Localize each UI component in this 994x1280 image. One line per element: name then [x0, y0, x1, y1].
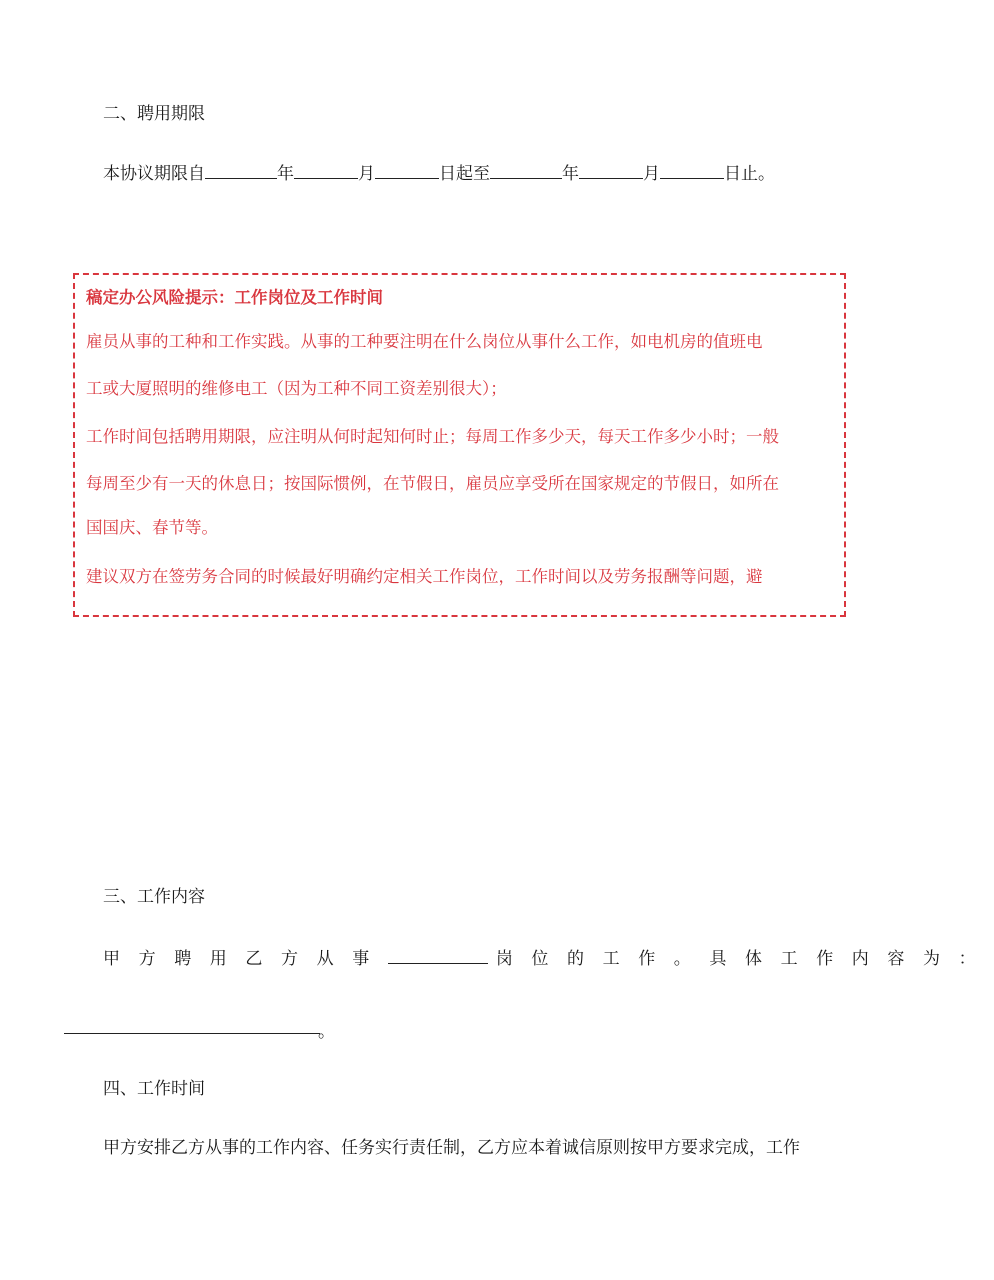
month-label-2: 月 [643, 164, 660, 184]
work-content-end: 。 [318, 1022, 335, 1042]
work-content-line [103, 946, 994, 971]
section-4-heading: 四、工作时间 [103, 1079, 205, 1099]
position-blank[interactable] [388, 946, 488, 964]
term-prefix: 本协议期限自 [103, 164, 205, 184]
month-label-1: 月 [358, 164, 375, 184]
risk-tip-line: 雇员从事的工种和工作实践。从事的工种要注明在什么岗位从事什么工作，如电机房的值班电 [86, 332, 763, 351]
risk-tip-title: 稿定办公风险提示：工作岗位及工作时间 [86, 288, 383, 307]
start-year-blank[interactable] [205, 161, 277, 179]
start-day-blank[interactable] [375, 161, 439, 179]
risk-tip-line: 国国庆、春节等。 [86, 518, 218, 537]
day-label-1: 日起至 [439, 164, 490, 184]
work-content-part2: 岗位的工作。具体工作内容为： [495, 949, 994, 969]
risk-tip-line: 建议双方在签劳务合同的时候最好明确约定相关工作岗位，工作时间以及劳务报酬等问题，避 [86, 567, 763, 586]
end-month-blank[interactable] [579, 161, 643, 179]
start-month-blank[interactable] [294, 161, 358, 179]
section-3-heading: 三、工作内容 [103, 887, 205, 907]
term-line [103, 161, 775, 186]
section-2-heading: 二、聘用期限 [103, 104, 205, 124]
end-year-blank[interactable] [490, 161, 562, 179]
risk-tip-line: 每周至少有一天的休息日；按国际惯例，在节假日，雇员应享受所在国家规定的节假日，如所在 [86, 474, 779, 493]
year-label-2: 年 [562, 164, 579, 184]
end-day-blank[interactable] [660, 161, 724, 179]
day-label-2: 日止。 [724, 164, 775, 184]
risk-tip-line: 工作时间包括聘用期限，应注明从何时起知何时止；每周工作多少天，每天工作多少小时；一般 [86, 427, 779, 446]
work-time-line: 甲方安排乙方从事的工作内容、任务实行责任制，乙方应本着诚信原则按甲方要求完成，工作 [103, 1138, 800, 1158]
work-content-blank[interactable] [64, 1033, 320, 1034]
risk-tip-line: 工或大厦照明的维修电工（因为工种不同工资差别很大）； [86, 379, 507, 398]
work-content-part1: 甲方聘用乙方从事 [103, 949, 388, 969]
year-label-1: 年 [277, 164, 294, 184]
